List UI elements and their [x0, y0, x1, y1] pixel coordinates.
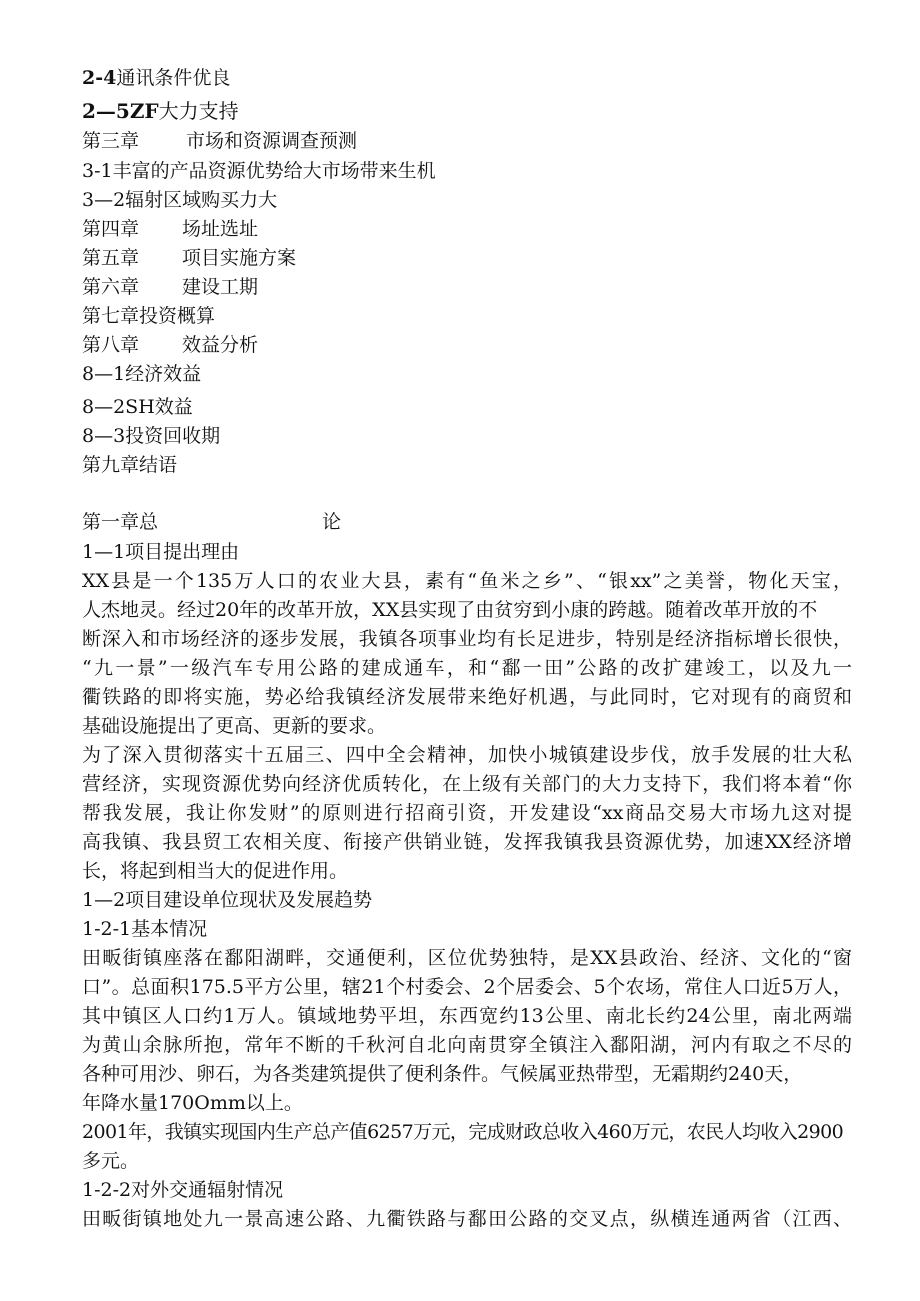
toc-item-8-1: 8—1经济效益	[82, 363, 202, 385]
paragraph-line: 衢铁路的即将实施，势必给我镇经济发展带来绝好机遇，与此同时，它对现有的商贸和	[82, 686, 852, 708]
paragraph-line: 田畈街镇地处九一景高速公路、九衢铁路与鄱田公路的交叉点，纵横连通两省（江西、	[82, 1208, 852, 1230]
section-1-2-heading: 1—2项目建设单位现状及发展趋势	[82, 889, 373, 911]
chapter-1-heading: 第一章总 论	[82, 511, 342, 533]
toc-item-8-3: 8—3投资回收期	[82, 425, 221, 447]
toc-chapter-6: 第六章 建设工期	[82, 276, 259, 298]
paragraph-line: 人杰地灵。经过20年的改革开放，XX县实现了由贫穷到小康的跨越。随着改革开放的不	[82, 599, 818, 621]
toc-chapter-8: 第八章 效益分析	[82, 334, 259, 356]
section-1-2-2-heading: 1-2-2对外交通辐射情况	[82, 1179, 284, 1201]
paragraph-line: 口”。总面积175.5平方公里，辖21个村委会、2个居委会、5个农场，常住人口近5万人，	[82, 976, 852, 998]
section-1-1-heading: 1—1项目提出理由	[82, 541, 240, 563]
toc-item-2-4: 2-4通讯条件优良	[82, 67, 231, 89]
paragraph-line: 其中镇区人口约1万人。镇域地势平坦，东西宽约13公里、南北长约24公里，南北两端	[82, 1005, 852, 1027]
paragraph-line: 断深入和市场经济的逐步发展，我镇各项事业均有长足进步，特别是经济指标增长很快，	[82, 628, 852, 650]
paragraph-line: 为了深入贯彻落实十五届三、四中全会精神，加快小城镇建设步伐，放手发展的壮大私	[82, 744, 852, 766]
paragraph-line: 各种可用沙、卵石，为各类建筑提供了便利条件。气候属亚热带型，无霜期约240天，	[82, 1063, 803, 1085]
toc-item-8-2: 8—2SH效益	[82, 396, 193, 418]
paragraph-line: XX县是一个135万人口的农业大县，素有“鱼米之乡”、“银xx”之美誉，物化天宝，	[82, 570, 852, 592]
toc-chapter-3: 第三章 市场和资源调查预测	[82, 130, 358, 152]
paragraph-line: 长，将起到相当大的促进作用。	[82, 860, 349, 882]
paragraph-line: 田畈街镇座落在鄱阳湖畔，交通便利，区位优势独特，是XX县政治、经济、文化的“窗	[82, 947, 852, 969]
toc-chapter-9: 第九章结语	[82, 454, 178, 476]
section-1-2-1-heading: 1-2-1基本情况	[82, 918, 208, 940]
paragraph-line: 高我镇、我县贸工农相关度、衔接产供销业链，发挥我镇我县资源优势，加速XX经济增	[82, 831, 852, 853]
paragraph-line: 为黄山余脉所抱，常年不断的千秋河自北向南贯穿全镇注入鄱阳湖，河内有取之不尽的	[82, 1034, 852, 1056]
paragraph-line: 基础设施提出了更高、更新的要求。	[82, 715, 387, 737]
toc-item-3-2: 3—2辐射区域购买力大	[82, 189, 278, 211]
toc-item-3-1: 3-1丰富的产品资源优势给大市场带来生机	[82, 160, 436, 182]
toc-item-2-5: 2—5ZF大力支持	[82, 99, 239, 123]
toc-chapter-7: 第七章投资概算	[82, 305, 216, 327]
toc-chapter-5: 第五章 项目实施方案	[82, 247, 297, 269]
paragraph-line: 营经济，实现资源优势向经济优质转化，在上级有关部门的大力支持下，我们将本着“你	[82, 773, 852, 795]
paragraph-line: 2001年，我镇实现国内生产总产值6257万元，完成财政总收入460万元，农民人均收入2900	[82, 1121, 844, 1143]
toc-chapter-4: 第四章 场址选址	[82, 218, 259, 240]
paragraph-line: “九一景”一级汽车专用公路的建成通车，和“鄱一田”公路的改扩建竣工，以及九一	[82, 657, 852, 679]
paragraph-line: 多元。	[82, 1150, 140, 1172]
paragraph-line: 年降水量170Omm以上。	[82, 1092, 303, 1114]
paragraph-line: 帮我发展，我让你发财”的原则进行招商引资，开发建设“xx商品交易大市场九这对提	[82, 802, 852, 824]
